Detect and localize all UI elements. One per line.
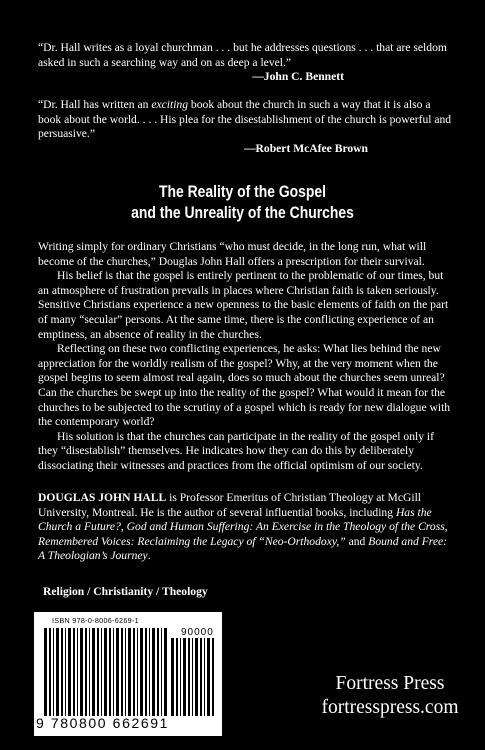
description — [38, 240, 456, 474]
quote-brown — [38, 98, 456, 156]
quote-bennett — [38, 41, 456, 85]
addon-barcode-icon — [170, 638, 216, 716]
book-title-ref: Bound and Free: A Theologian’s Journey — [38, 534, 448, 563]
description-paragraph: His belief is that the gospel is entirely pertinent to the problematic of our times, but an atmosphere of frustration prevails in places where Christian faith is taken seriously. Sensitive Christians experience a new openness to the basic elements of faith on the part of many “secular” persons. At the same time, there is the conflicting experience of an emptiness, an absence of reality in the churches. — [38, 269, 449, 341]
author-bio: DOUGLAS JOHN HALL is Professor Emeritus of Christian Theology at McGill University, Montreal. He is the author of several influential books, including Has the Church a Future?, God and Human Suffering: An Exercise in the Theology of the Cross, Remembered Voices: Reclaiming the Legacy of “Neo-Orthodoxy,” and Bound and Free: A Theologian’s Journey. — [38, 491, 448, 563]
quote-text: “Dr. Hall writes as a loyal churchman . . . but he addresses questions . . . that are seldom asked in such a searching way and on as deep a level.” — [38, 41, 447, 69]
description-paragraph: His solution is that the churches can participate in the reality of the gospel only if they “disestablish” themselves. He indicates how they can do this by deliberately dissociating their witnesses and practices from the official optimism of our society. — [38, 429, 435, 472]
publisher-url: fortresspress.com — [321, 697, 459, 718]
author-name: DOUGLAS JOHN HALL — [38, 491, 167, 504]
book-title — [34, 182, 451, 224]
ean-barcode-icon — [43, 628, 167, 716]
book-title-ref: Remembered Voices: Reclaiming the Legacy of “Neo-Orthodoxy,” — [38, 534, 346, 548]
title-line-1: The Reality of the Gospel — [158, 183, 327, 201]
quote-attribution: —John C. Bennett — [252, 70, 344, 84]
description-paragraph: Reflecting on these two conflicting experiences, he asks: What lies behind the new appreciation for the worldly realism of the gospel? Why, at the very moment when the gospel begins to seem almost real again, does so much about the churches seem unreal? Can the churches be swept up into the reality of the gospel? What would it mean for the churches to be subjected to the scrutiny of a gospel which is ready for new dialogue with the contemporary world? — [38, 342, 451, 429]
quote-emphasis: exciting — [151, 98, 189, 111]
description-paragraph: Writing simply for ordinary Christians “who must decide, in the long run, what will become of the churches,” Douglas John Hall offers a prescription for their survival. — [38, 240, 427, 268]
book-title-ref: God and Human Suffering: An Exercise in the Theology of the Cross — [126, 520, 445, 534]
category-label: Religion / Christianity / Theology — [43, 585, 208, 598]
ean-digits: 9 780800 662691 — [36, 715, 169, 731]
price-code: 90000 — [181, 627, 214, 638]
quote-attribution: —Robert McAfee Brown — [243, 141, 368, 155]
barcode-box — [34, 612, 222, 736]
publisher-name: Fortress Press — [335, 673, 445, 694]
title-line-2: and the Unreality of the Churches — [131, 204, 354, 222]
book-title-ref: Has the Church a Future? — [38, 505, 432, 534]
quote-text: “Dr. Hall has written an exciting book about the church in such a way that it is also a book about the world. . . . His plea for the disestablishment of the church is powerful and persuasive.” — [38, 98, 452, 141]
isbn-label: ISBN 978-0-8006-6269-1 — [52, 616, 139, 625]
